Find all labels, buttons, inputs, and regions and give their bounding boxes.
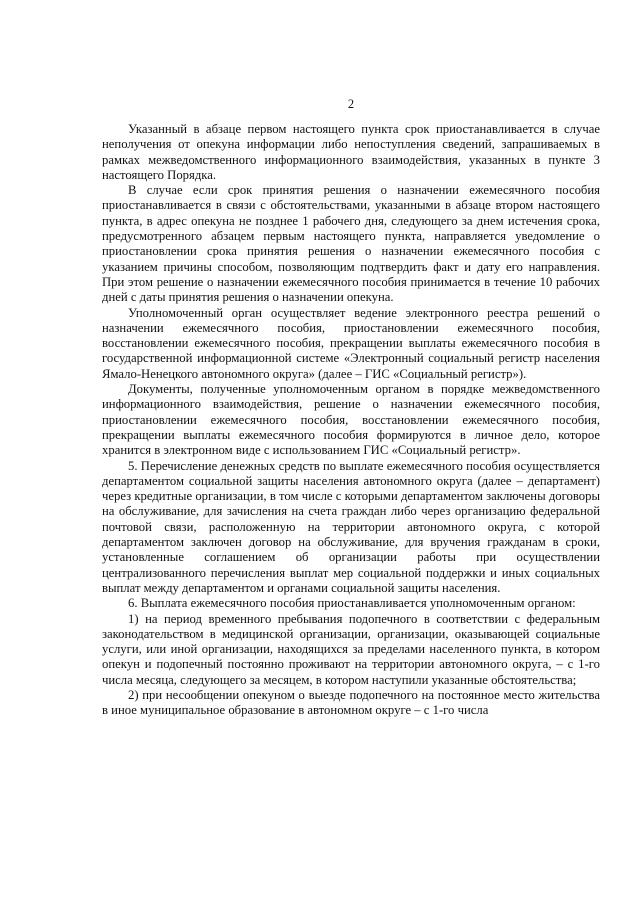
page-number: 2 bbox=[347, 97, 355, 111]
paragraph-subitem-1: 1) на период временного пребывания подопечного в соответствии с федеральным законодательством в медицинской организации, организации, оказывающей социальные услуги, или иной организации, находящихся за пределами населенного пункта, в котором опекун и подопечный постоянно проживают на территории автономного округа, – с 1-го числа месяца, следующего за месяцем, в котором наступили указанные обстоятельства; bbox=[102, 611, 600, 687]
paragraph-personal-file: Документы, полученные уполномоченным органом в порядке межведомственного информационного взаимодействия, решение о назначении ежемесячного пособия, приостановлении ежемесячного пособия, восстановлении ежемесячного пособия, прекращении выплаты ежемесячного пособия формируются в личное дело, которое хранится в электронном виде с использованием ГИС «Социальный регистр». bbox=[102, 382, 600, 458]
paragraph-item-6-suspension: 6. Выплата ежемесячного пособия приостанавливается уполномоченным органом: bbox=[128, 596, 576, 611]
paragraph-subitem-2: 2) при несообщении опекуном о выезде подопечного на постоянное место жительства в иное муниципальное образование в автономном округе – с 1-го числа bbox=[102, 687, 600, 718]
paragraph-suspension-notice: В случае если срок принятия решения о назначении ежемесячного пособия приостанавливается в связи с обстоятельствами, указанными в абзаце втором настоящего пункта, в адрес опекуна не позднее 1 рабочего дня, следующего за днем истечения срока, предусмотренного абзацем первым настоящего пункта, направляется уведомление о приостановлении срока принятия решения о назначении ежемесячного пособия с указанием причины способом, позволяющим подтвердить факт и дату его направления. При этом решение о назначении ежемесячного пособия принимается в течение 10 рабочих дней с даты принятия решения о назначении опекуна. bbox=[102, 183, 600, 305]
paragraph-electronic-registry: Уполномоченный орган осуществляет ведение электронного реестра решений о назначении ежемесячного пособия, приостановлении ежемесячного пособия, восстановлении ежемесячного пособия, прекращении выплаты ежемесячного пособия в государственной информационной системе «Электронный социальный регистр населения Ямало-Ненецкого автономного округа» (далее – ГИС «Социальный регистр»). bbox=[102, 305, 600, 381]
paragraph-suspension-term: Указанный в абзаце первом настоящего пункта срок приостанавливается в случае неполучения от опекуна информации либо непоступления сведений, запрашиваемых в рамках межведомственного информационного взаимодействия, указанных в пункте 3 настоящего Порядка. bbox=[102, 122, 600, 182]
document-body bbox=[102, 122, 600, 719]
paragraph-item-5-transfer: 5. Перечисление денежных средств по выплате ежемесячного пособия осуществляется департаментом социальной защиты населения автономного округа (далее – департамент) через кредитные организации, в том числе с которыми департаментом заключены договоры на обслуживание, для зачисления на счета граждан либо через организацию федеральной почтовой связи, расположенную на территории автономного округа, с которой департаментом заключен договор на обслуживание, для вручения гражданам в сроки, установленные соглашением об организации работы при осуществлении централизованного перечисления выплат мер социальной поддержки и иных социальных выплат между департаментом и органами социальной защиты населения. bbox=[102, 458, 600, 595]
